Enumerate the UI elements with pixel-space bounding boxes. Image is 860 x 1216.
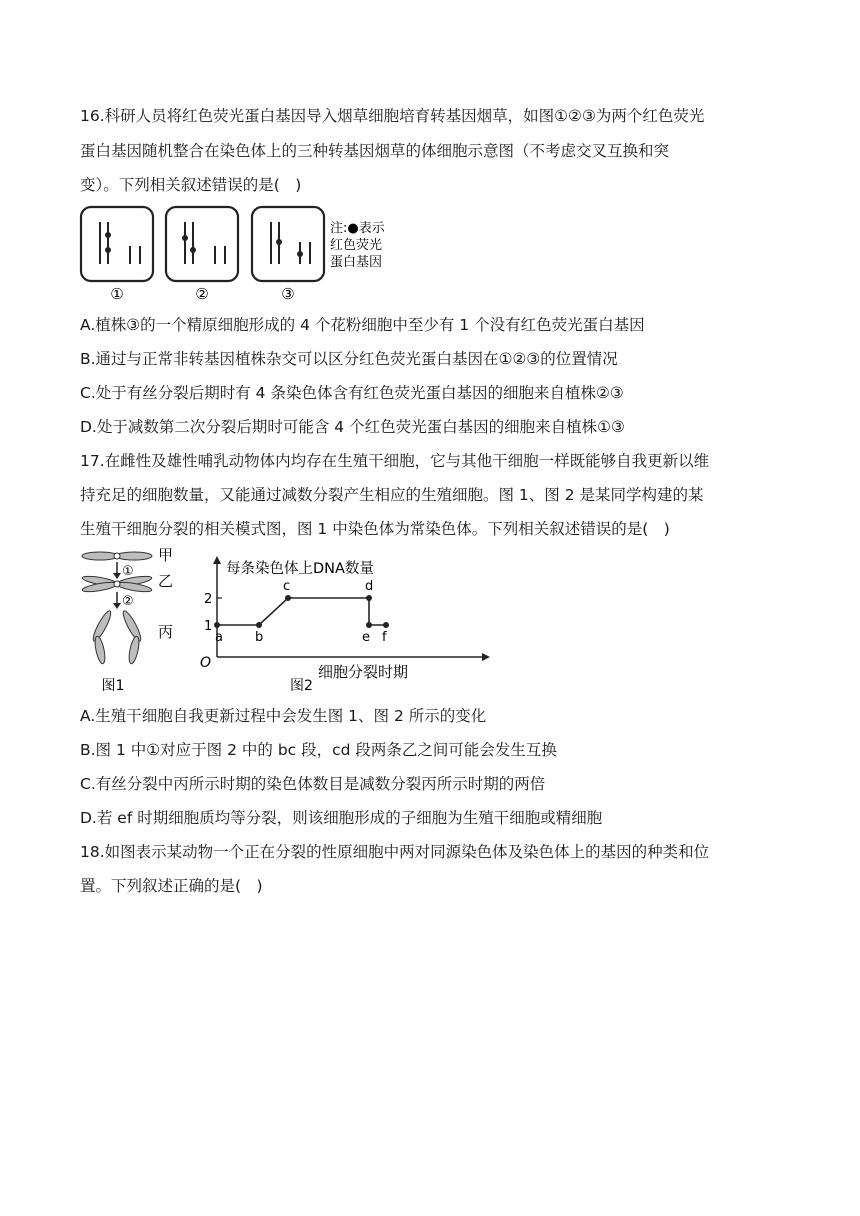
q16-option-c: C.处于有丝分裂后期时有 4 条染色体含有红色荧光蛋白基因的细胞来自植株②③ <box>80 384 624 402</box>
figure-2-caption: 图2 <box>290 678 313 694</box>
cell-3-label: ③ <box>281 285 295 303</box>
figure-1-caption: 图1 <box>101 678 125 694</box>
chromosome-bing <box>90 609 143 664</box>
q16-stem-line-1: 16.科研人员将红色荧光蛋白基因导入烟草细胞培育转基因烟草，如图①②③为两个红色荧光 <box>80 107 705 125</box>
q17-option-a: A.生殖干细胞自我更新过程中会发生图 1、图 2 所示的变化 <box>80 707 487 725</box>
point-a <box>214 622 220 628</box>
q17-option-d: D.若 ef 时期细胞质均等分裂，则该细胞形成的子细胞为生殖干细胞或精细胞 <box>80 809 603 827</box>
arrow-1-label: ① <box>122 564 134 579</box>
q18-stem-line-1: 18.如图表示某动物一个正在分裂的性原细胞中两对同源染色体及染色体上的基因的种类和位 <box>80 843 710 861</box>
q17-stem-line-1: 17.在雌性及雄性哺乳动物体内均存在生殖干细胞，它与其他干细胞一样既能够自我更新以维 <box>80 452 710 470</box>
label-bing: 丙 <box>158 623 174 641</box>
q17-option-c: C.有丝分裂中丙所示时期的染色体数目是减数分裂丙所示时期的两倍 <box>80 775 546 793</box>
point-d-label: d <box>365 579 374 594</box>
figure-note-line-3: 蛋白基因 <box>330 255 383 270</box>
point-e-label: e <box>362 630 370 645</box>
q16-option-a: A.植株③的一个精原细胞形成的 4 个花粉细胞中至少有 1 个没有红色荧光蛋白基因 <box>80 316 645 334</box>
x-axis-label: 细胞分裂时期 <box>318 663 409 681</box>
cell-1-label: ① <box>110 285 124 303</box>
label-jia: 甲 <box>158 546 174 564</box>
origin-label: O <box>200 655 212 671</box>
point-c-label: c <box>283 579 291 594</box>
point-e <box>366 622 372 628</box>
label-yi: 乙 <box>158 572 174 590</box>
figure-note-line-1: 注:●表示 <box>330 221 385 236</box>
figure-note-line-2: 红色荧光 <box>330 238 383 253</box>
q16-stem-line-2: 蛋白基因随机整合在染色体上的三种转基因烟草的体细胞示意图（不考虑交叉互换和突 <box>80 142 670 160</box>
point-c <box>285 595 291 601</box>
q16-option-b: B.通过与正常非转基因植株杂交可以区分红色荧光蛋白基因在①②③的位置情况 <box>80 350 618 368</box>
q16-option-d: D.处于减数第二次分裂后期时可能含 4 个红色荧光蛋白基因的细胞来自植株①③ <box>80 418 625 436</box>
cell-2-label: ② <box>195 285 209 303</box>
cell-2 <box>166 207 238 281</box>
point-f <box>383 622 389 628</box>
y-tick-1: 1 <box>204 619 213 634</box>
q16-stem-line-3: 变）。下列相关叙述错误的是( ) <box>80 176 302 194</box>
arrow-2-label: ② <box>122 594 134 609</box>
q17-figure-1 <box>78 546 188 696</box>
point-b-label: b <box>255 630 264 645</box>
point-f-label: f <box>382 630 387 645</box>
q17-figure-2 <box>196 552 496 696</box>
cell-1 <box>81 207 153 281</box>
point-a-label: a <box>215 630 223 645</box>
q18-stem-line-2: 置。下列叙述正确的是( ) <box>80 877 263 895</box>
point-b <box>256 622 262 628</box>
y-tick-2: 2 <box>204 592 213 607</box>
cell-3 <box>252 207 324 281</box>
q17-stem-line-2: 持充足的细胞数量，又能通过减数分裂产生相应的生殖细胞。图 1、图 2 是某同学构建的某 <box>80 486 704 504</box>
q16-figure <box>78 204 408 304</box>
chromosome-jia <box>82 552 152 560</box>
q17-option-b: B.图 1 中①对应于图 2 中的 bc 段，cd 段两条乙之间可能会发生互换 <box>80 741 557 759</box>
dna-curve <box>217 598 386 625</box>
point-d <box>366 595 372 601</box>
q17-stem-line-3: 生殖干细胞分裂的相关模式图，图 1 中染色体为常染色体。下列相关叙述错误的是( ) <box>80 520 670 538</box>
y-axis-label: 每条染色体上DNA数量 <box>226 561 374 577</box>
